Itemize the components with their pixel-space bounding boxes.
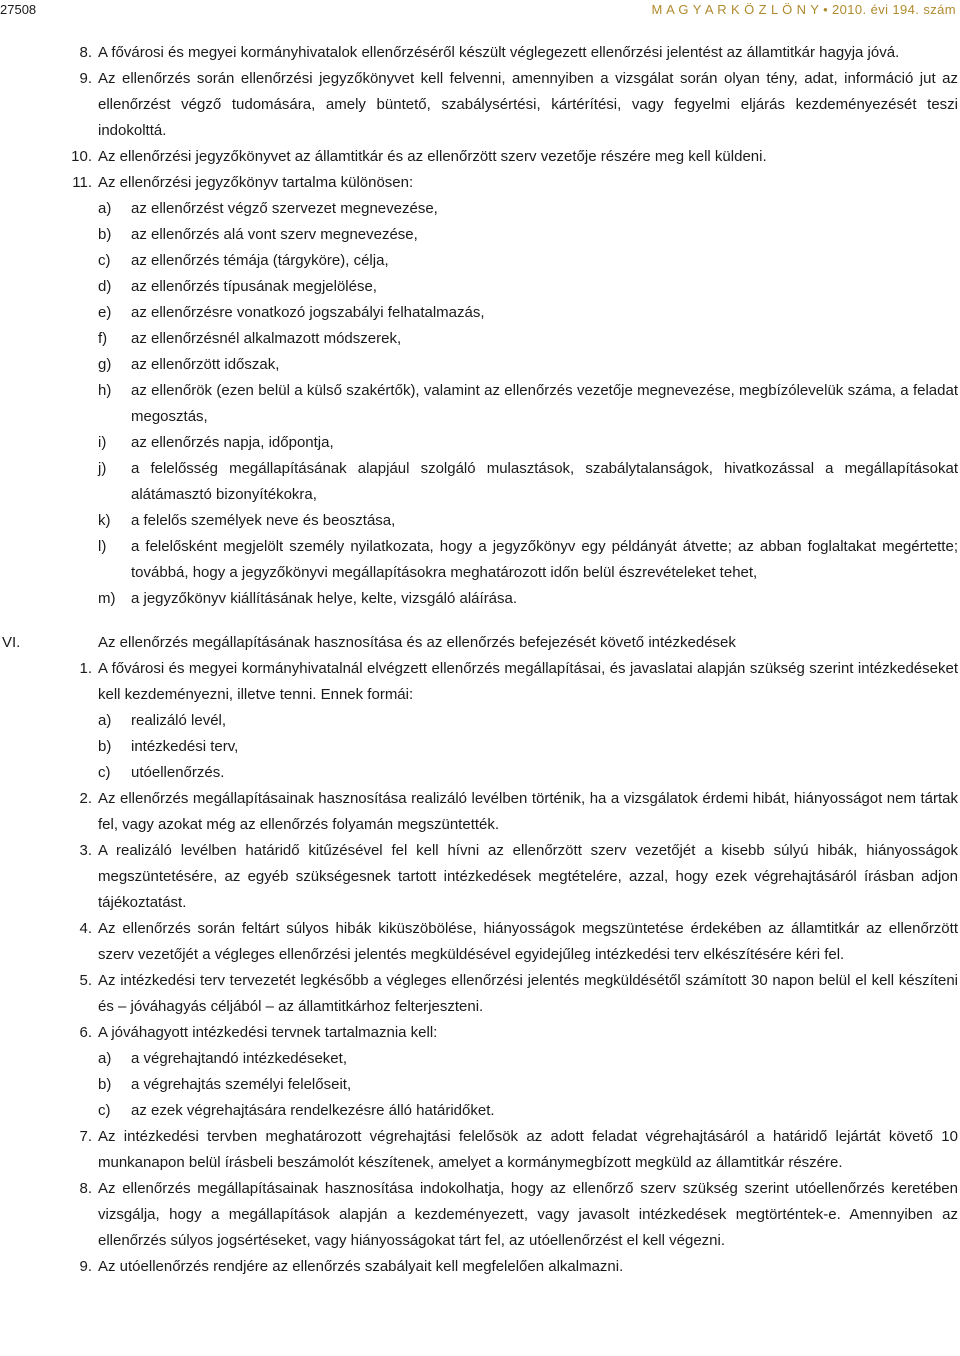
- sub-item-letter: g): [98, 356, 112, 373]
- sub-item-letter: c): [98, 252, 111, 269]
- sub-item-letter: b): [98, 226, 112, 243]
- sub-item: [0, 760, 960, 786]
- sub-item-letter: a): [98, 1050, 112, 1067]
- document-body: [0, 40, 960, 1280]
- sub-item-letter: j): [98, 460, 107, 477]
- sub-item: [0, 508, 960, 534]
- sub-item: [0, 222, 960, 248]
- item-text: Az ellenőrzés megállapításainak hasznosítása indokolhatja, hogy az ellenőrző szerv szükség szerint utóellenőrzés keretében vizsgálja, hogy a megállapítások alapján a kezdeményezett, vagy javasolt intézkedések megtörténtek-e. Amennyiben az ellenőrzés súlyos jogsértéseket, vagy hiányosságokat tárt fel, az utóellenőrzést el kell végezni.: [98, 1180, 958, 1249]
- item-text: Az ellenőrzés során feltárt súlyos hibák kiküszöbölése, hiányosságok megszüntetése érdekében az államtitkár az ellenőrzött szerv vezetőjét a végleges ellenőrzési jelentés megküldésével egyidejűleg intézkedési terv elkészítésére kéri fel.: [98, 920, 958, 963]
- numbered-item: [0, 916, 960, 968]
- sub-item-letter: d): [98, 278, 112, 295]
- sub-item: [0, 1046, 960, 1072]
- sub-item-text: a felelős személyek neve és beosztása,: [131, 512, 396, 529]
- numbered-item: [0, 1124, 960, 1176]
- item-text: Az ellenőrzés megállapításainak hasznosítása realizáló levélben történik, ha a vizsgálatok érdemi hibát, hiányosságot nem tártak fel, vagy azokat még az ellenőrzés folyamán megszüntették.: [98, 790, 958, 833]
- item-number: 8.: [79, 1180, 92, 1197]
- sub-item-text: az ezek végrehajtására rendelkezésre álló határidőket.: [131, 1102, 495, 1119]
- page-number: 27508: [0, 2, 37, 17]
- numbered-item: [0, 144, 960, 170]
- numbered-item: [0, 838, 960, 916]
- sub-item-text: intézkedési terv,: [131, 738, 239, 755]
- sub-item-text: a felelősség megállapításának alapjául szolgáló mulasztások, szabálytalanságok, hivatkozással a megállapításokat alátámasztó bizonyítékokra,: [131, 460, 958, 503]
- sub-item-letter: c): [98, 1102, 111, 1119]
- sub-item-text: a végrehajtás személyi felelőseit,: [131, 1076, 352, 1093]
- sub-item: [0, 1098, 960, 1124]
- sub-item-text: az ellenőrök (ezen belül a külső szakértők), valamint az ellenőrzés vezetője megnevezése, megbízólevelük száma, a feladat megosztás,: [131, 382, 958, 425]
- sub-item-letter: c): [98, 764, 111, 781]
- sub-item-letter: b): [98, 738, 112, 755]
- sub-item-text: az ellenőrzés napja, időpontja,: [131, 434, 334, 451]
- sub-item-letter: m): [98, 590, 116, 607]
- sub-item-text: az ellenőrzést végző szervezet megnevezése,: [131, 200, 438, 217]
- item-text: A fővárosi és megyei kormányhivatalok ellenőrzéséről készült véglegezett ellenőrzési jelentést az államtitkár hagyja jóvá.: [98, 44, 900, 61]
- item-number: 6.: [79, 1024, 92, 1041]
- sub-item-text: a jegyzőkönyv kiállításának helye, kelte, vizsgáló aláírása.: [131, 590, 518, 607]
- sub-item-text: az ellenőrzött időszak,: [131, 356, 280, 373]
- sub-item-letter: e): [98, 304, 112, 321]
- sub-item-text: az ellenőrzés típusának megjelölése,: [131, 278, 377, 295]
- sub-item-text: realizáló levél,: [131, 712, 227, 729]
- item-number: 4.: [79, 920, 92, 937]
- sub-item: [0, 352, 960, 378]
- sub-item-letter: h): [98, 382, 112, 399]
- item-number: 5.: [79, 972, 92, 989]
- sub-item-text: a végrehajtandó intézkedéseket,: [131, 1050, 347, 1067]
- sub-item-letter: i): [98, 434, 107, 451]
- sub-item-letter: k): [98, 512, 111, 529]
- item-text: Az ellenőrzési jegyzőkönyv tartalma különösen:: [98, 174, 414, 191]
- item-number: 9.: [79, 1258, 92, 1275]
- numbered-item: [0, 40, 960, 66]
- sub-item: [0, 534, 960, 586]
- sub-item: [0, 734, 960, 760]
- sub-item: [0, 586, 960, 612]
- sub-item: [0, 708, 960, 734]
- item-number: 7.: [79, 1128, 92, 1145]
- sub-item: [0, 300, 960, 326]
- sub-item: [0, 248, 960, 274]
- item-number: 11.: [72, 174, 92, 191]
- sub-item: [0, 326, 960, 352]
- sub-item-letter: l): [98, 538, 107, 555]
- item-number: 1.: [79, 660, 92, 677]
- item-text: A realizáló levélben határidő kitűzésével fel kell hívni az ellenőrzött szerv vezetőjét a kisebb súlyú hibák, hiányosságok megszüntetésére, az egyéb szükségesnek tartott intézkedések megtételére, azzal, hogy ezek végrehajtásáról írásban adjon tájékoztatást.: [98, 842, 958, 911]
- item-number: 8.: [79, 44, 92, 61]
- numbered-item: [0, 66, 960, 144]
- item-number: 2.: [79, 790, 92, 807]
- item-number: 9.: [79, 70, 92, 87]
- sub-item: [0, 456, 960, 508]
- numbered-item: [0, 170, 960, 196]
- sub-item-text: a felelősként megjelölt személy nyilatkozata, hogy a jegyzőkönyv egy példányát átvette; az abban foglaltakat megértette; továbbá, hogy a jegyzőkönyvi megállapításokra meghatározott időn belül észrevételeket tehet,: [131, 538, 958, 581]
- numbered-item: [0, 1176, 960, 1254]
- page-header: [0, 0, 960, 20]
- sub-item-text: az ellenőrzésre vonatkozó jogszabályi felhatalmazás,: [131, 304, 485, 321]
- item-number: 10.: [71, 148, 92, 165]
- sub-item-letter: f): [98, 330, 108, 347]
- journal-title: M A G Y A R K Ö Z L Ö N Y • 2010. évi 194. szám: [651, 2, 956, 17]
- sub-item-letter: a): [98, 712, 112, 729]
- numbered-item: [0, 968, 960, 1020]
- sub-item: [0, 274, 960, 300]
- item-number: 3.: [79, 842, 92, 859]
- sub-item: [0, 196, 960, 222]
- section-title: Az ellenőrzés megállapításának hasznosítása és az ellenőrzés befejezését követő intézkedések: [98, 634, 736, 651]
- sub-item-letter: a): [98, 200, 112, 217]
- numbered-item: [0, 656, 960, 708]
- sub-item-text: az ellenőrzés alá vont szerv megnevezése,: [131, 226, 418, 243]
- sub-item-letter: b): [98, 1076, 112, 1093]
- sub-item-text: az ellenőrzésnél alkalmazott módszerek,: [131, 330, 402, 347]
- numbered-item: [0, 1254, 960, 1280]
- sub-item-text: utóellenőrzés.: [131, 764, 225, 781]
- item-text: Az utóellenőrzés rendjére az ellenőrzés szabályait kell megfelelően alkalmazni.: [98, 1258, 624, 1275]
- sub-item-text: az ellenőrzés témája (tárgyköre), célja,: [131, 252, 389, 269]
- item-text: A jóváhagyott intézkedési tervnek tartalmaznia kell:: [98, 1024, 438, 1041]
- item-text: Az intézkedési terv tervezetét legkésőbb a végleges ellenőrzési jelentés megküldésétől számított 30 napon belül el kell készíteni és – jóváhagyás céljából – az államtitkárhoz felterjeszteni.: [98, 972, 958, 1015]
- item-text: A fővárosi és megyei kormányhivatalnál elvégzett ellenőrzés megállapításai, és javaslatai alapján szükség szerint intézkedéseket kell kezdeményezni, illetve tenni. Ennek formái:: [98, 660, 958, 703]
- section-number: VI.: [2, 634, 21, 651]
- numbered-item: [0, 786, 960, 838]
- numbered-item: [0, 1020, 960, 1046]
- item-text: Az ellenőrzési jegyzőkönyvet az államtitkár és az ellenőrzött szerv vezetője részére meg kell küldeni.: [98, 148, 767, 165]
- section-heading: [0, 630, 960, 656]
- sub-item: [0, 378, 960, 430]
- item-text: Az ellenőrzés során ellenőrzési jegyzőkönyvet kell felvenni, amennyiben a vizsgálat során olyan tény, adat, információ jut az ellenőrzést végző tudomására, amely büntető, szabálysértési, kártérítési, vagy fegyelmi eljárás kezdeményezését teszi indokolttá.: [98, 70, 958, 139]
- sub-item: [0, 1072, 960, 1098]
- sub-item: [0, 430, 960, 456]
- item-text: Az intézkedési tervben meghatározott végrehajtási felelősök az adott feladat végrehajtásáról a határidő lejártát követő 10 munkanapon belül írásbeli beszámolót készítenek, amelyet a kormánymegbízott megküld az államtitkár részére.: [98, 1128, 958, 1171]
